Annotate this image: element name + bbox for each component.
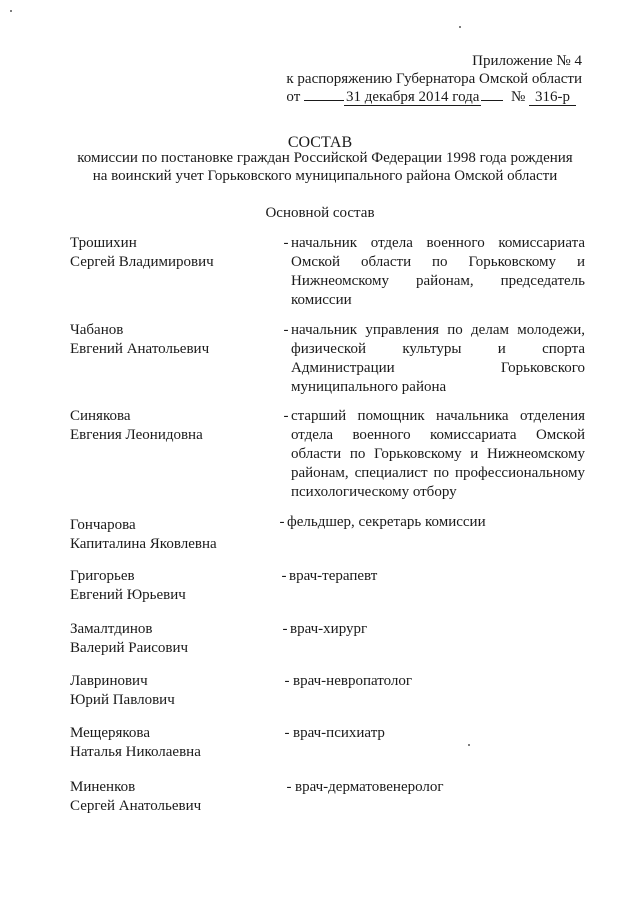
- number-prefix: №: [510, 89, 526, 105]
- dash: -: [284, 673, 290, 689]
- member-surname: Мещерякова: [70, 725, 150, 741]
- date-prefix: от: [286, 89, 301, 105]
- order-date: 31 декабря 2014 года: [346, 89, 480, 105]
- member-name: [70, 778, 270, 816]
- member-name: [70, 724, 270, 762]
- dash: -: [283, 322, 289, 338]
- member-given-names: Наталья Николаевна: [70, 744, 201, 760]
- dash: -: [281, 568, 287, 584]
- order-number: 316-р: [529, 89, 576, 106]
- member-role: фельдшер, секретарь комиссии: [287, 514, 486, 530]
- member-given-names: Валерий Раисович: [70, 640, 189, 656]
- dash: -: [284, 725, 290, 741]
- member-name: [70, 672, 270, 710]
- member-surname: Гончарова: [70, 517, 136, 533]
- member-name: [70, 234, 270, 272]
- member-name: [70, 321, 270, 359]
- dash: -: [283, 235, 289, 251]
- subtitle-line-2: на воинский учет Горьковского муниципального района Омской области: [92, 168, 558, 184]
- member-given-names: Евгения Леонидовна: [70, 427, 203, 443]
- document-subtitle: [60, 149, 590, 185]
- member-role: врач-терапевт: [289, 568, 378, 584]
- member-role: врач-невропатолог: [293, 673, 413, 689]
- dash: -: [282, 621, 288, 637]
- member-role: врач-дерматовенеролог: [295, 779, 444, 795]
- dash: -: [286, 779, 292, 795]
- member-role: начальник отдела военного комиссариата Омской области по Горьковскому и Нижнеомскому районам, председатель комиссии: [291, 235, 585, 308]
- member-role: старший помощник начальника отделения отдела военного комиссариата Омской области по Горьковскому и Нижнеомскому районам, специалист по профессиональному психологическому отбору: [291, 408, 585, 500]
- member-surname: Трошихин: [70, 235, 137, 251]
- member-given-names: Евгений Анатольевич: [70, 341, 210, 357]
- order-reference: к распоряжению Губернатора Омской области: [286, 71, 582, 87]
- appendix-number: Приложение № 4: [472, 53, 582, 69]
- subtitle-line-1: комиссии по постановке граждан Российской Федерации 1998 года рождения: [77, 150, 573, 166]
- member-given-names: Капиталина Яковлевна: [70, 536, 217, 552]
- section-heading: Основной состав: [265, 205, 375, 221]
- member-role: начальник управления по делам молодежи, физической культуры и спорта Администрации Горьковского муниципального района: [291, 322, 585, 395]
- order-date-line: [286, 88, 582, 106]
- member-name: [70, 516, 270, 554]
- document-title: СОСТАВ: [287, 134, 353, 151]
- member-surname: Синякова: [70, 408, 131, 424]
- member-role: врач-хирург: [290, 621, 368, 637]
- member-surname: Замалтдинов: [70, 621, 153, 637]
- member-surname: Чабанов: [70, 322, 124, 338]
- member-given-names: Сергей Владимирович: [70, 254, 214, 270]
- member-given-names: Юрий Павлович: [70, 692, 175, 708]
- scan-speck: [459, 26, 461, 28]
- scan-speck: [468, 744, 470, 746]
- member-surname: Лавринович: [70, 673, 148, 689]
- date-underline-left: [304, 88, 344, 101]
- member-given-names: Евгений Юрьевич: [70, 587, 186, 603]
- member-name: [70, 407, 270, 445]
- dash: -: [283, 408, 289, 424]
- member-role: врач-психиатр: [293, 725, 385, 741]
- member-surname: Григорьев: [70, 568, 135, 584]
- member-surname: Миненков: [70, 779, 136, 795]
- dash: -: [279, 514, 285, 530]
- member-name: [70, 567, 270, 605]
- member-name: [70, 620, 270, 658]
- date-underline-right: [481, 88, 503, 101]
- appendix-header: [286, 52, 582, 106]
- member-given-names: Сергей Анатольевич: [70, 798, 202, 814]
- scan-speck: [10, 10, 12, 12]
